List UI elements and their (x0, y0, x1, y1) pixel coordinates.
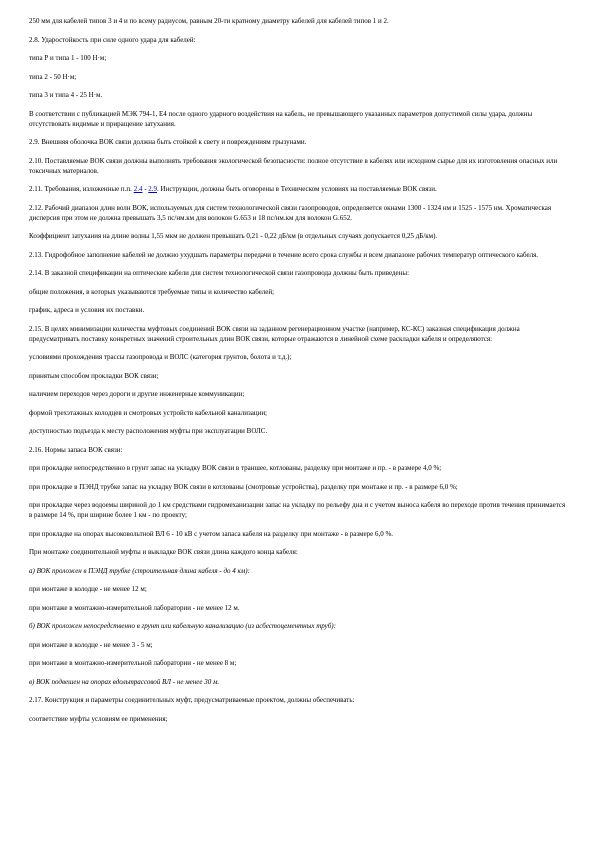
list-item: доступностью подъезда к месту расположения муфты при эксплуатации ВОЛС. (29, 427, 268, 435)
reference-link-2-9[interactable]: 2.9 (148, 185, 158, 193)
subsection-heading: в) ВОК подвешен на опорах вдольтрассовой ВЛ - не менее 30 м. (29, 677, 220, 686)
list-item: формой трехэтажных колодцев и смотровых устройств кабельной канализации; (29, 408, 268, 417)
paragraph-text: . Инструкции, должны быть оговорены в Техническом условиях на поставляемые ВОК связи. (157, 185, 437, 193)
list-item: наличием переходов через дороги и другие инженерные коммуникации; (29, 390, 245, 398)
list-item: при прокладке в ПЭНД трубке запас на укладку ВОК связи в котлованы (смотровые устройства), разделку при монтаже и пр. - в размере 6,0 %; (29, 482, 458, 491)
list-item: общие положения, в которых указываются требуемые типы и количество кабелей; (29, 287, 275, 296)
list-item: при монтаже в колодце - не менее 12 м; (29, 585, 147, 593)
list-item: типа 2 - 50 Н·м; (29, 72, 77, 81)
section-heading: 2.16. Нормы запаса ВОК связи: (29, 445, 123, 454)
section-heading: 2.17. Конструкция и параметры соединительных муфт, предусматриваемые проектом, должны обеспечивать: (29, 696, 355, 704)
list-item: при прокладке непосредственно в грунт запас на укладку ВОК связи в траншее, котлованы, разделку при монтаже и пр. - в размере 4,0 %; (29, 464, 442, 472)
list-item: при прокладке через водоемы шириной до 1 км средствами гидромеханизации запас на укладку по рельефу дна и с учетом выноса кабеля во переходе против течения принимается в размере 14 %, при ширине более 1 км - по проекту; (29, 501, 566, 519)
list-item: условиями прохождения трассы газопровода и ВОЛС (категория грунтов, болота и т.д.); (29, 353, 292, 361)
list-item: типа Р и типа 1 - 100 Н·м; (29, 54, 107, 62)
paragraph: В соответствии с публикацией МЭК 794-1, Е4 после одного ударного воздействия на кабель, не превышающего указанных параметров допустимой силы удара, должны отсутствовать видимые и приращение затухания. (29, 109, 533, 128)
paragraph: Коэффициент затухания на длине волны 1,55 мкм не должен превышать 0,21 - 0,22 дБ/км (в отдельных случаях допускается 0,25 дБ/км). (29, 232, 438, 240)
section-heading: 2.8. Ударостойкость при силе одного удара для кабелей: (29, 35, 196, 44)
subsection-heading: б) ВОК проложен непосредственно в грунт или кабельную канализацию (из асбестоцементных труб): (29, 622, 336, 630)
paragraph: 2.12. Рабочий диапазон длин волн ВОК, используемых для систем технологической связи газопроводов, определяется окнами 1300 - 1324 нм и 1525 - 1575 нм. Хроматическая дисперсия при этом не должна превышать 3,5 пс/нм.км для волокон G.653 и 18 пс/нм.км для волокон G.652. (29, 203, 552, 222)
paragraph: 2.15. В целях минимизации количества муфтовых соединений ВОК связи на заданном регенерационном участке (например, КС-КС) заказная спецификация должна предусматривать поставку конкретных значений строительных длин ВОК связи, которые отражаются в линейной схеме раскладки кабеля и определяются: (29, 324, 520, 343)
list-item: при монтаже в монтажно-измерительной лаборатории - не менее 12 м. (29, 603, 240, 612)
paragraph: 2.14. В заказной спецификации на оптические кабели для систем технологической связи газопровода должны быть приведены: (29, 269, 410, 277)
list-item: при прокладке на опорах высоковольтной ВЛ 6 - 10 кВ с учетом запаса кабеля на разделку при монтаже - в размере 6,0 %. (29, 529, 394, 538)
list-item: при монтаже в монтажно-измерительной лаборатории - не менее 8 м; (29, 659, 237, 667)
list-item: соответствие муфты условиям ее применения; (29, 714, 168, 723)
subsection-heading: а) ВОК проложен в ПЭНД трубке (строительная длина кабеля - до 4 км): (29, 566, 250, 575)
list-item: типа 3 и типа 4 - 25 Н·м. (29, 91, 103, 99)
list-item: график, адреса и условия их поставки. (29, 306, 145, 314)
paragraph: При монтаже соединительной муфты и выкладке ВОК связи длина каждого конца кабеля: (29, 548, 298, 556)
section-heading: 2.9. Внешняя оболочка ВОК связи должна быть стойкой к свету и повреждениям грызунами. (29, 138, 307, 146)
paragraph: 2.10. Поставляемые ВОК связи должны выполнять требования экологической безопасности: полное отсутствие в кабелях или исходном сырье для их изготовления опасных или токсичных материалов. (29, 156, 558, 175)
reference-link-2-4[interactable]: 2.4 (133, 185, 143, 193)
list-item: принятым способом прокладки ВОК связи; (29, 371, 159, 380)
paragraph: 2.13. Гидрофобное заполнение кабелей не должно ухудшать параметры передачи в течение всего срока службы и всем диапазоне рабочих температур оптического кабеля. (29, 250, 539, 259)
list-item: при монтаже в колодце - не менее 3 - 5 м; (29, 640, 153, 649)
paragraph-text: - (142, 185, 149, 193)
paragraph-text: 2.11. Требования, изложенные п.п. (29, 185, 134, 193)
paragraph-with-links (29, 184, 566, 194)
paragraph: 250 мм для кабелей типов 3 и 4 и по всему радиусом, равным 20-ти кратному диаметру кабелей для кабелей типов 1 и 2. (29, 17, 389, 25)
